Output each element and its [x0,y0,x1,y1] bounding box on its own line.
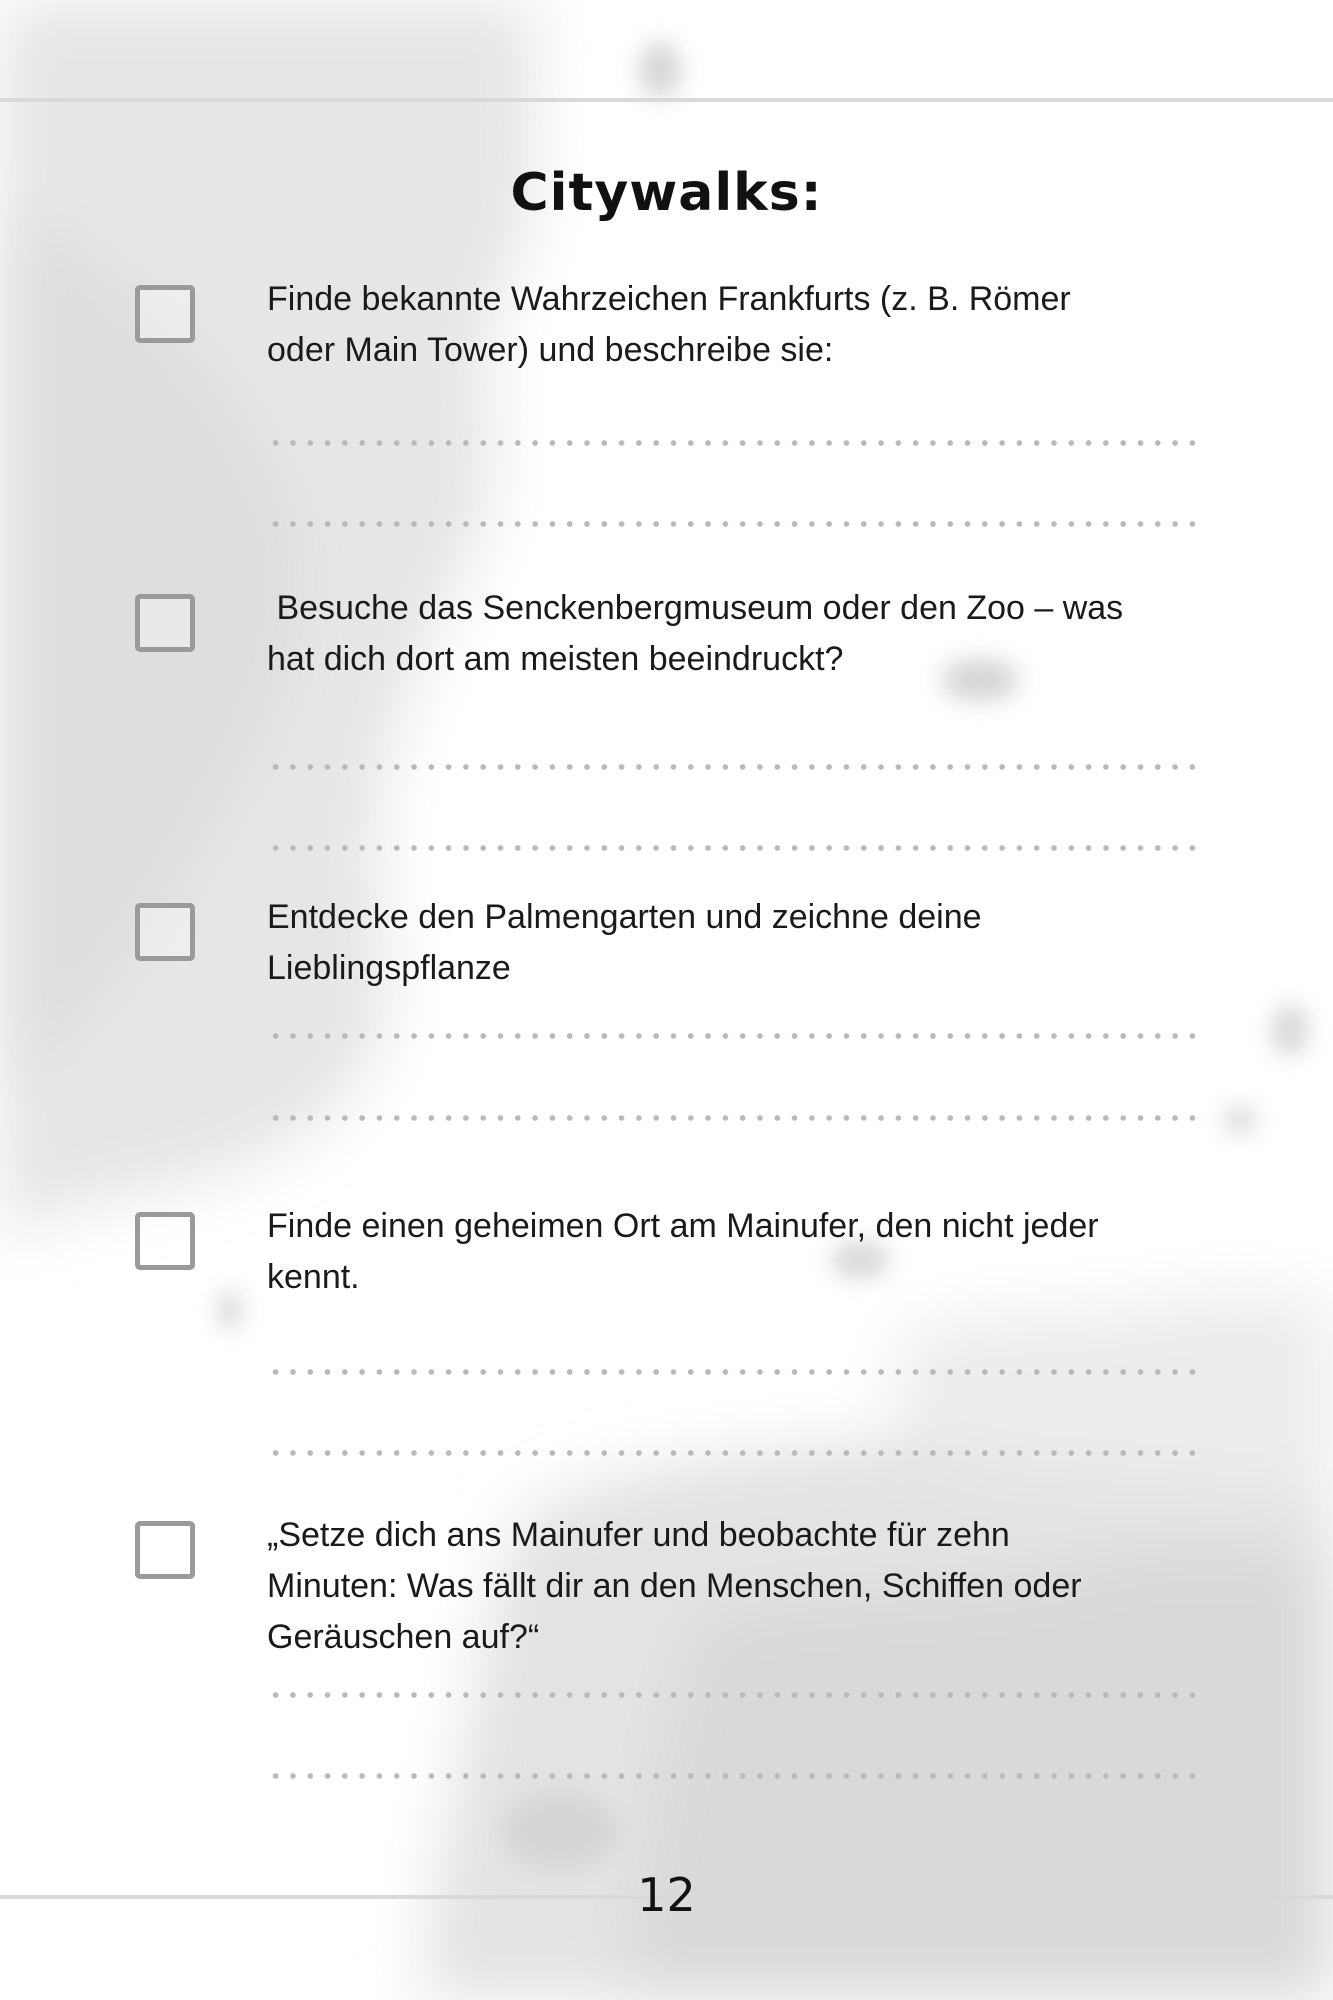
task-text: Finde einen geheimen Ort am Mainufer, den nicht jeder kennt. [267,1207,1099,1296]
task-checkbox[interactable] [135,1212,195,1270]
answer-line[interactable] [267,1367,1202,1377]
task-text: „Setze dich ans Mainufer und beobachte für zehn Minuten: Was fällt dir an den Menschen, Schiffen oder Geräuschen auf?“ [267,1516,1082,1656]
page-number: 12 [637,1868,696,1922]
task-text: Besuche das Senckenbergmuseum oder den Zoo – was hat dich dort am meisten beeindruckt? [267,589,1124,678]
answer-line[interactable] [267,1113,1202,1123]
top-rule [0,98,1333,102]
answer-line[interactable] [267,1690,1202,1700]
task-checkbox[interactable] [135,594,195,652]
answer-line[interactable] [267,762,1202,772]
answer-line[interactable] [267,1771,1202,1781]
task-checkbox[interactable] [135,903,195,961]
answer-line[interactable] [267,843,1202,853]
task-checkbox[interactable] [135,1521,195,1579]
task-text: Finde bekannte Wahrzeichen Frankfurts (z. B. Römer oder Main Tower) und beschreibe sie: [267,280,1071,369]
answer-line[interactable] [267,1448,1202,1458]
answer-line[interactable] [267,1031,1202,1041]
page-title: Citywalks: [510,162,823,223]
answer-line[interactable] [267,438,1202,448]
answer-line[interactable] [267,519,1202,529]
task-text: Entdecke den Palmengarten und zeichne deine Lieblingspflanze [267,898,982,987]
task-checkbox[interactable] [135,285,195,343]
